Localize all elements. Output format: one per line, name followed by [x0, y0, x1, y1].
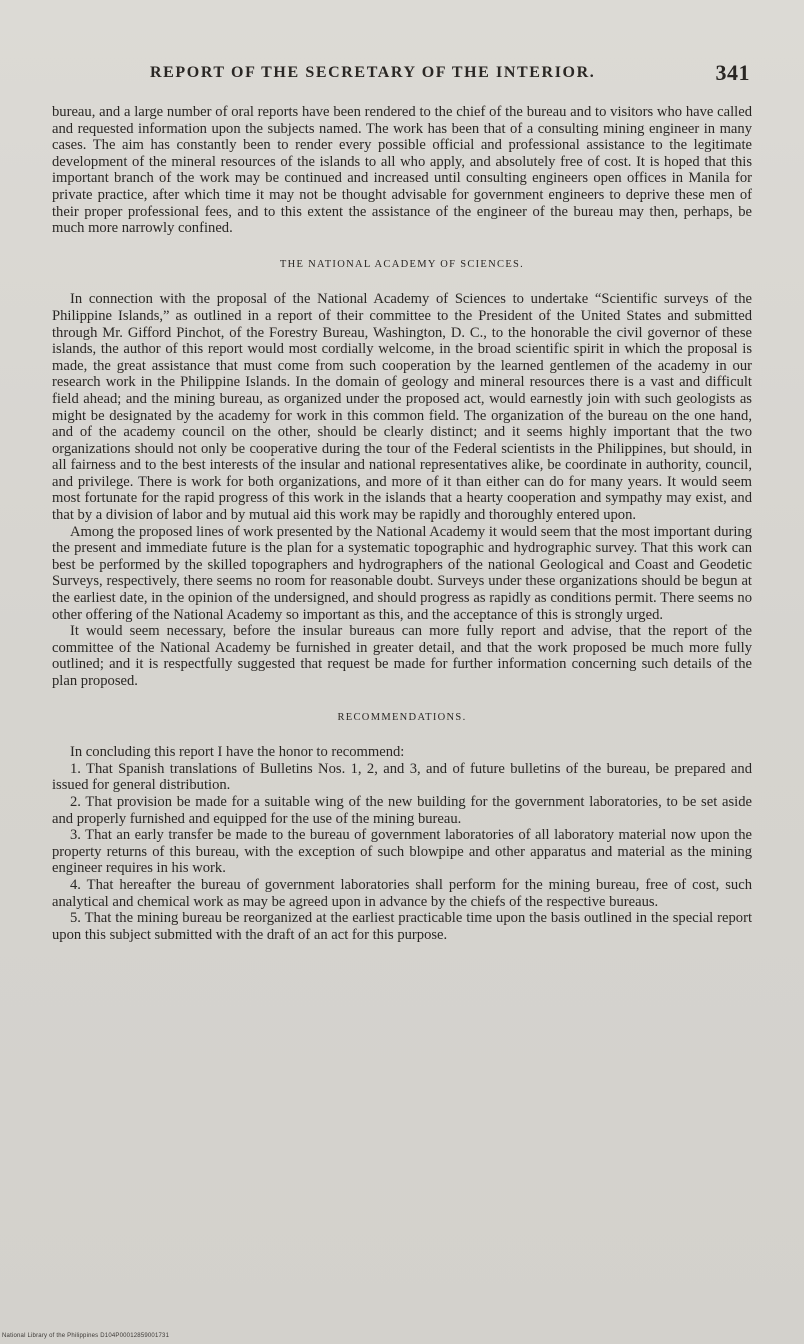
recommendation-item: 3. That an early transfer be made to the bureau of government laboratories of all laboratory material now upon the property returns of this bureau, with the exception of such blowpipe and other apparatus and material as the mining engineer requires in his work.: [52, 827, 752, 877]
paragraph: In connection with the proposal of the National Academy of Sciences to undertake “Scientific surveys of the Philippine Islands,” as outlined in a report of their committee to the President of the United States and submitted through Mr. Gifford Pinchot, of the Forestry Bureau, Washington, D. C., to the honorable the civil governor of these islands, the author of this report would most cordially welcome, in the broad scientific spirit in which the proposal is made, the great assistance that must come from such cooperation by the learned gentlemen of the academy in our research work in the Philippine Islands. In the domain of geology and mineral resources there is a vast and difficult field ahead; and the mining bureau, as organized under the proposed act, would earnestly join with such geologists as might be designated by the academy for work in this common field. The organization of the bureau on the one hand, and of the academy council on the other, should be clearly distinct; and it seems highly important that the two organizations should not only be cooperative during the tour of the Federal scientists in the Philippines, but should, in all fairness and to the best interests of the insular and national representatives alike, be coordinate in authority, council, and privilege. There is work for both organizations, and more of it than either can do for many years. It would seem most fortunate for the rapid progress of this work in the islands that a hearty cooperation and sympathy may exist, and that by a division of labor and by mutual aid this work may be rapidly and thoroughly entered upon.: [52, 291, 752, 524]
paragraph: bureau, and a large number of oral reports have been rendered to the chief of the bureau and to visitors who have called and requested information upon the subjects named. The work has been that of a consulting mining engineer in many cases. The aim has constantly been to render every possible official and professional assistance to the legitimate development of the mineral resources of the islands to all who apply, and absolutely free of cost. It is hoped that this important branch of the work may be continued and increased until consulting engineers open offices in Manila for private practice, after which time it may not be thought advisable for government engineers to deprive these men of their proper professional fees, and to this extent the assistance of the engineer of the bureau may then, perhaps, be much more narrowly confined.: [52, 104, 752, 237]
scan-footer: National Library of the Philippines D104P00012859001731: [2, 1333, 170, 1339]
recommendation-item: 4. That hereafter the bureau of government laboratories shall perform for the mining bureau, free of cost, such analytical and chemical work as may be agreed upon in advance by the chiefs of the respective bureaus.: [52, 876, 752, 910]
recommendation-item: 1. That Spanish translations of Bulletins Nos. 1, 2, and 3, and of future bulletins of the bureau, be prepared and issued for general distribution.: [52, 760, 752, 794]
section-heading-national-academy: THE NATIONAL ACADEMY OF SCIENCES.: [279, 258, 525, 270]
running-head: [150, 60, 750, 88]
paragraph: Among the proposed lines of work presented by the National Academy it would seem that the most important during the present and immediate future is the plan for a systematic topographic and hydrographic survey. That this work can best be performed by the skilled topographers and hydrographers of the national Geological and Coast and Geodetic Surveys, respectively, there seems no room for reasonable doubt. Surveys under these organizations should be begun at the earliest date, in the opinion of the undersigned, and should progress as rapidly as conditions permit. There seems no other offering of the National Academy so important as this, and the acceptance of this is strongly urged.: [52, 523, 752, 623]
running-head-title: REPORT OF THE SECRETARY OF THE INTERIOR.: [150, 64, 596, 81]
recommendation-item: 5. That the mining bureau be reorganized at the earliest practicable time upon the basis outlined in the special report upon this subject submitted with the draft of an act for this purpose.: [52, 910, 752, 943]
paragraph: It would seem necessary, before the insular bureaus can more fully report and advise, that the report of the committee of the National Academy be furnished in greater detail, and that the work proposed be much more fully outlined; and it is respectfully suggested that request be made for further information concerning such details of the plan proposed.: [52, 623, 752, 689]
page-number: 341: [715, 60, 750, 85]
paragraph: In concluding this report I have the honor to recommend:: [70, 744, 405, 761]
recommendation-item: 2. That provision be made for a suitable wing of the new building for the government laboratories, to be set aside and properly furnished and equipped for the use of the mining bureau.: [52, 793, 752, 827]
document-body: [52, 104, 752, 943]
section-heading-recommendations: RECOMMENDATIONS.: [337, 711, 467, 723]
